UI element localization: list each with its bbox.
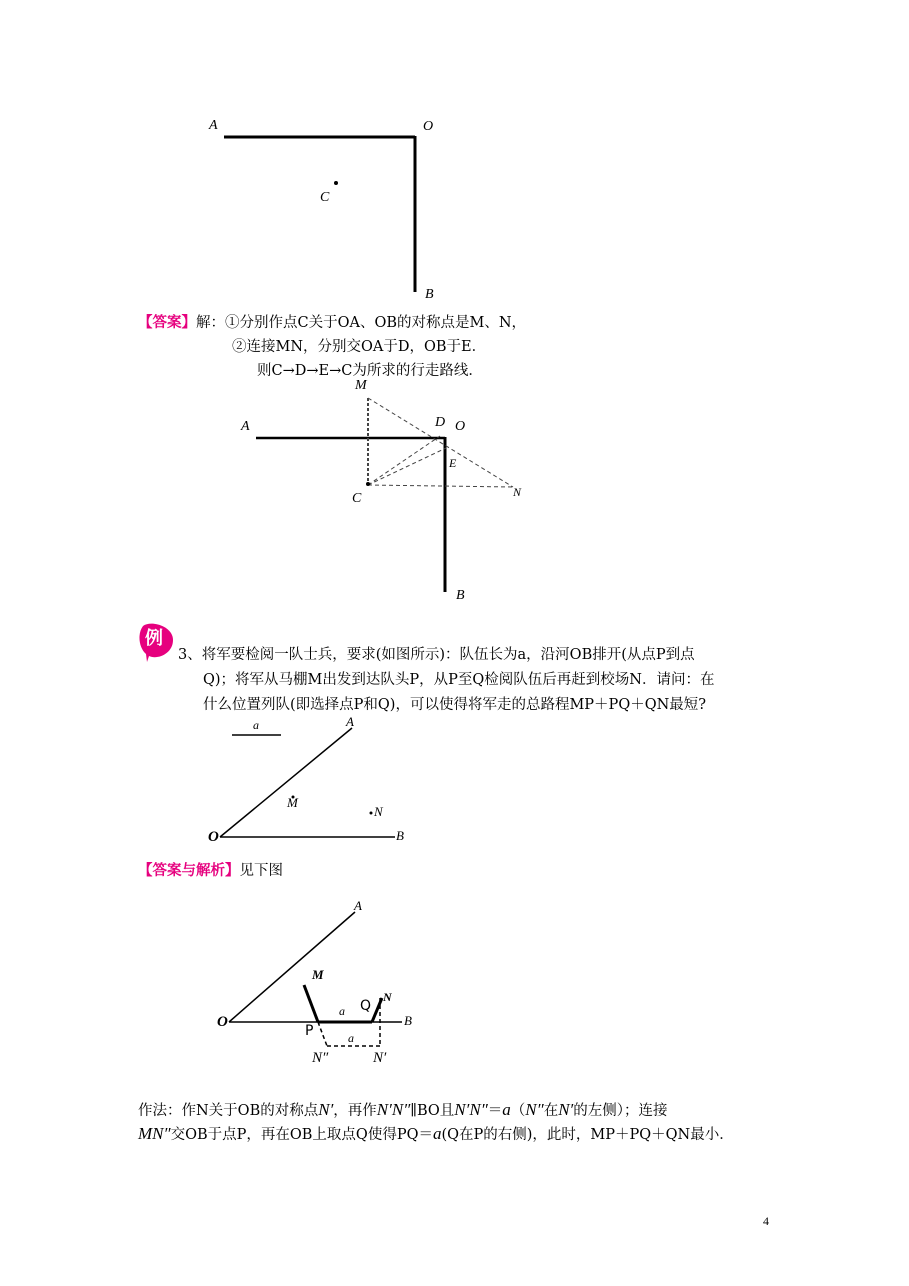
point-label-o: O: [217, 1014, 228, 1030]
point-label-c: C: [320, 190, 330, 205]
math-n-prime-n-double-prime: N′N″: [376, 1100, 411, 1119]
length-label-a: a: [253, 718, 259, 732]
length-label-a-top: a: [339, 1004, 345, 1018]
point-label-n-prime: N′: [373, 1050, 387, 1066]
math-n-double-prime: N″: [525, 1100, 544, 1119]
example-line-3: 什么位置列队(即选择点P和Q)，可以使得将军走的总路程MP＋PQ＋QN最短?: [203, 697, 707, 713]
math-a: a: [432, 1124, 442, 1143]
point-label-o: O: [455, 419, 466, 434]
math-n-prime-n-double-prime: N′N″: [454, 1100, 488, 1119]
answer-line-2: ②连接MN，分别交OA于D，OB于E．: [232, 339, 487, 355]
point-label-n: N: [383, 990, 392, 1004]
math-a: a: [502, 1100, 511, 1119]
point-label-q: Q: [360, 998, 372, 1014]
math-n-prime: N′: [558, 1100, 574, 1119]
point-label-e: E: [449, 456, 457, 470]
point-label-m: M: [312, 967, 324, 982]
point-label-b: B: [396, 828, 404, 843]
example-badge-label: 例: [145, 628, 163, 649]
math-n-prime: N′: [318, 1100, 334, 1119]
method-text: 作法：作N关于OB的对称点: [138, 1103, 319, 1119]
point-label-a: A: [354, 898, 362, 913]
point-label-a: A: [346, 714, 354, 729]
point-label-c: C: [352, 491, 362, 506]
method-line-1: [138, 1100, 668, 1121]
point-label-n: N: [374, 804, 383, 819]
method-text: 的左侧）；连接: [573, 1103, 668, 1119]
method-text: ，再作: [333, 1103, 377, 1119]
example-line-1: 3、将军要检阅一队士兵，要求(如图所示)：队伍长为a，沿河OB排开(从点P到点: [178, 647, 695, 663]
length-label-a-bottom: a: [348, 1031, 354, 1045]
point-label-b: B: [404, 1013, 412, 1028]
method-text: （: [510, 1103, 526, 1119]
point-label-a: A: [241, 419, 250, 434]
answer-tag: 【答案】: [138, 314, 196, 331]
answer-2-text: 见下图: [239, 863, 283, 879]
point-label-b: B: [425, 287, 434, 302]
point-label-p: P: [305, 1023, 314, 1039]
answer-2-tag: 【答案与解析】: [138, 862, 240, 879]
example-line-2: Q)；将军从马棚M出发到达队头P，从P至Q检阅队伍后再赶到校场N．请问：在: [203, 672, 715, 688]
point-label-b: B: [456, 588, 465, 603]
method-text: (Q在P的右侧)，此时，MP＋PQ＋QN最小．: [441, 1127, 734, 1143]
point-label-a: A: [209, 118, 218, 133]
answer-line-1: 解：①分别作点C关于OA、OB的对称点是M、N，: [196, 315, 527, 331]
point-label-o: O: [423, 119, 434, 134]
math-mn-double-prime: MN″: [138, 1124, 171, 1143]
point-label-n-double-prime: N″: [312, 1050, 329, 1066]
method-text: 交OB于点P，再在OB上取点Q使得PQ＝: [170, 1127, 433, 1143]
point-label-n: N: [513, 485, 522, 499]
point-label-m: M: [287, 795, 298, 810]
answer-line-3: 则C→D→E→C为所求的行走路线．: [257, 363, 483, 379]
method-line-2: [138, 1124, 734, 1145]
point-label-o: O: [208, 829, 219, 845]
point-label-d: D: [435, 415, 446, 430]
point-label-m: M: [355, 378, 367, 393]
method-text: ＝: [487, 1103, 503, 1119]
page-number: 4: [763, 1214, 769, 1228]
method-text: ∥BO且: [410, 1103, 455, 1119]
method-text: 在: [543, 1103, 559, 1119]
